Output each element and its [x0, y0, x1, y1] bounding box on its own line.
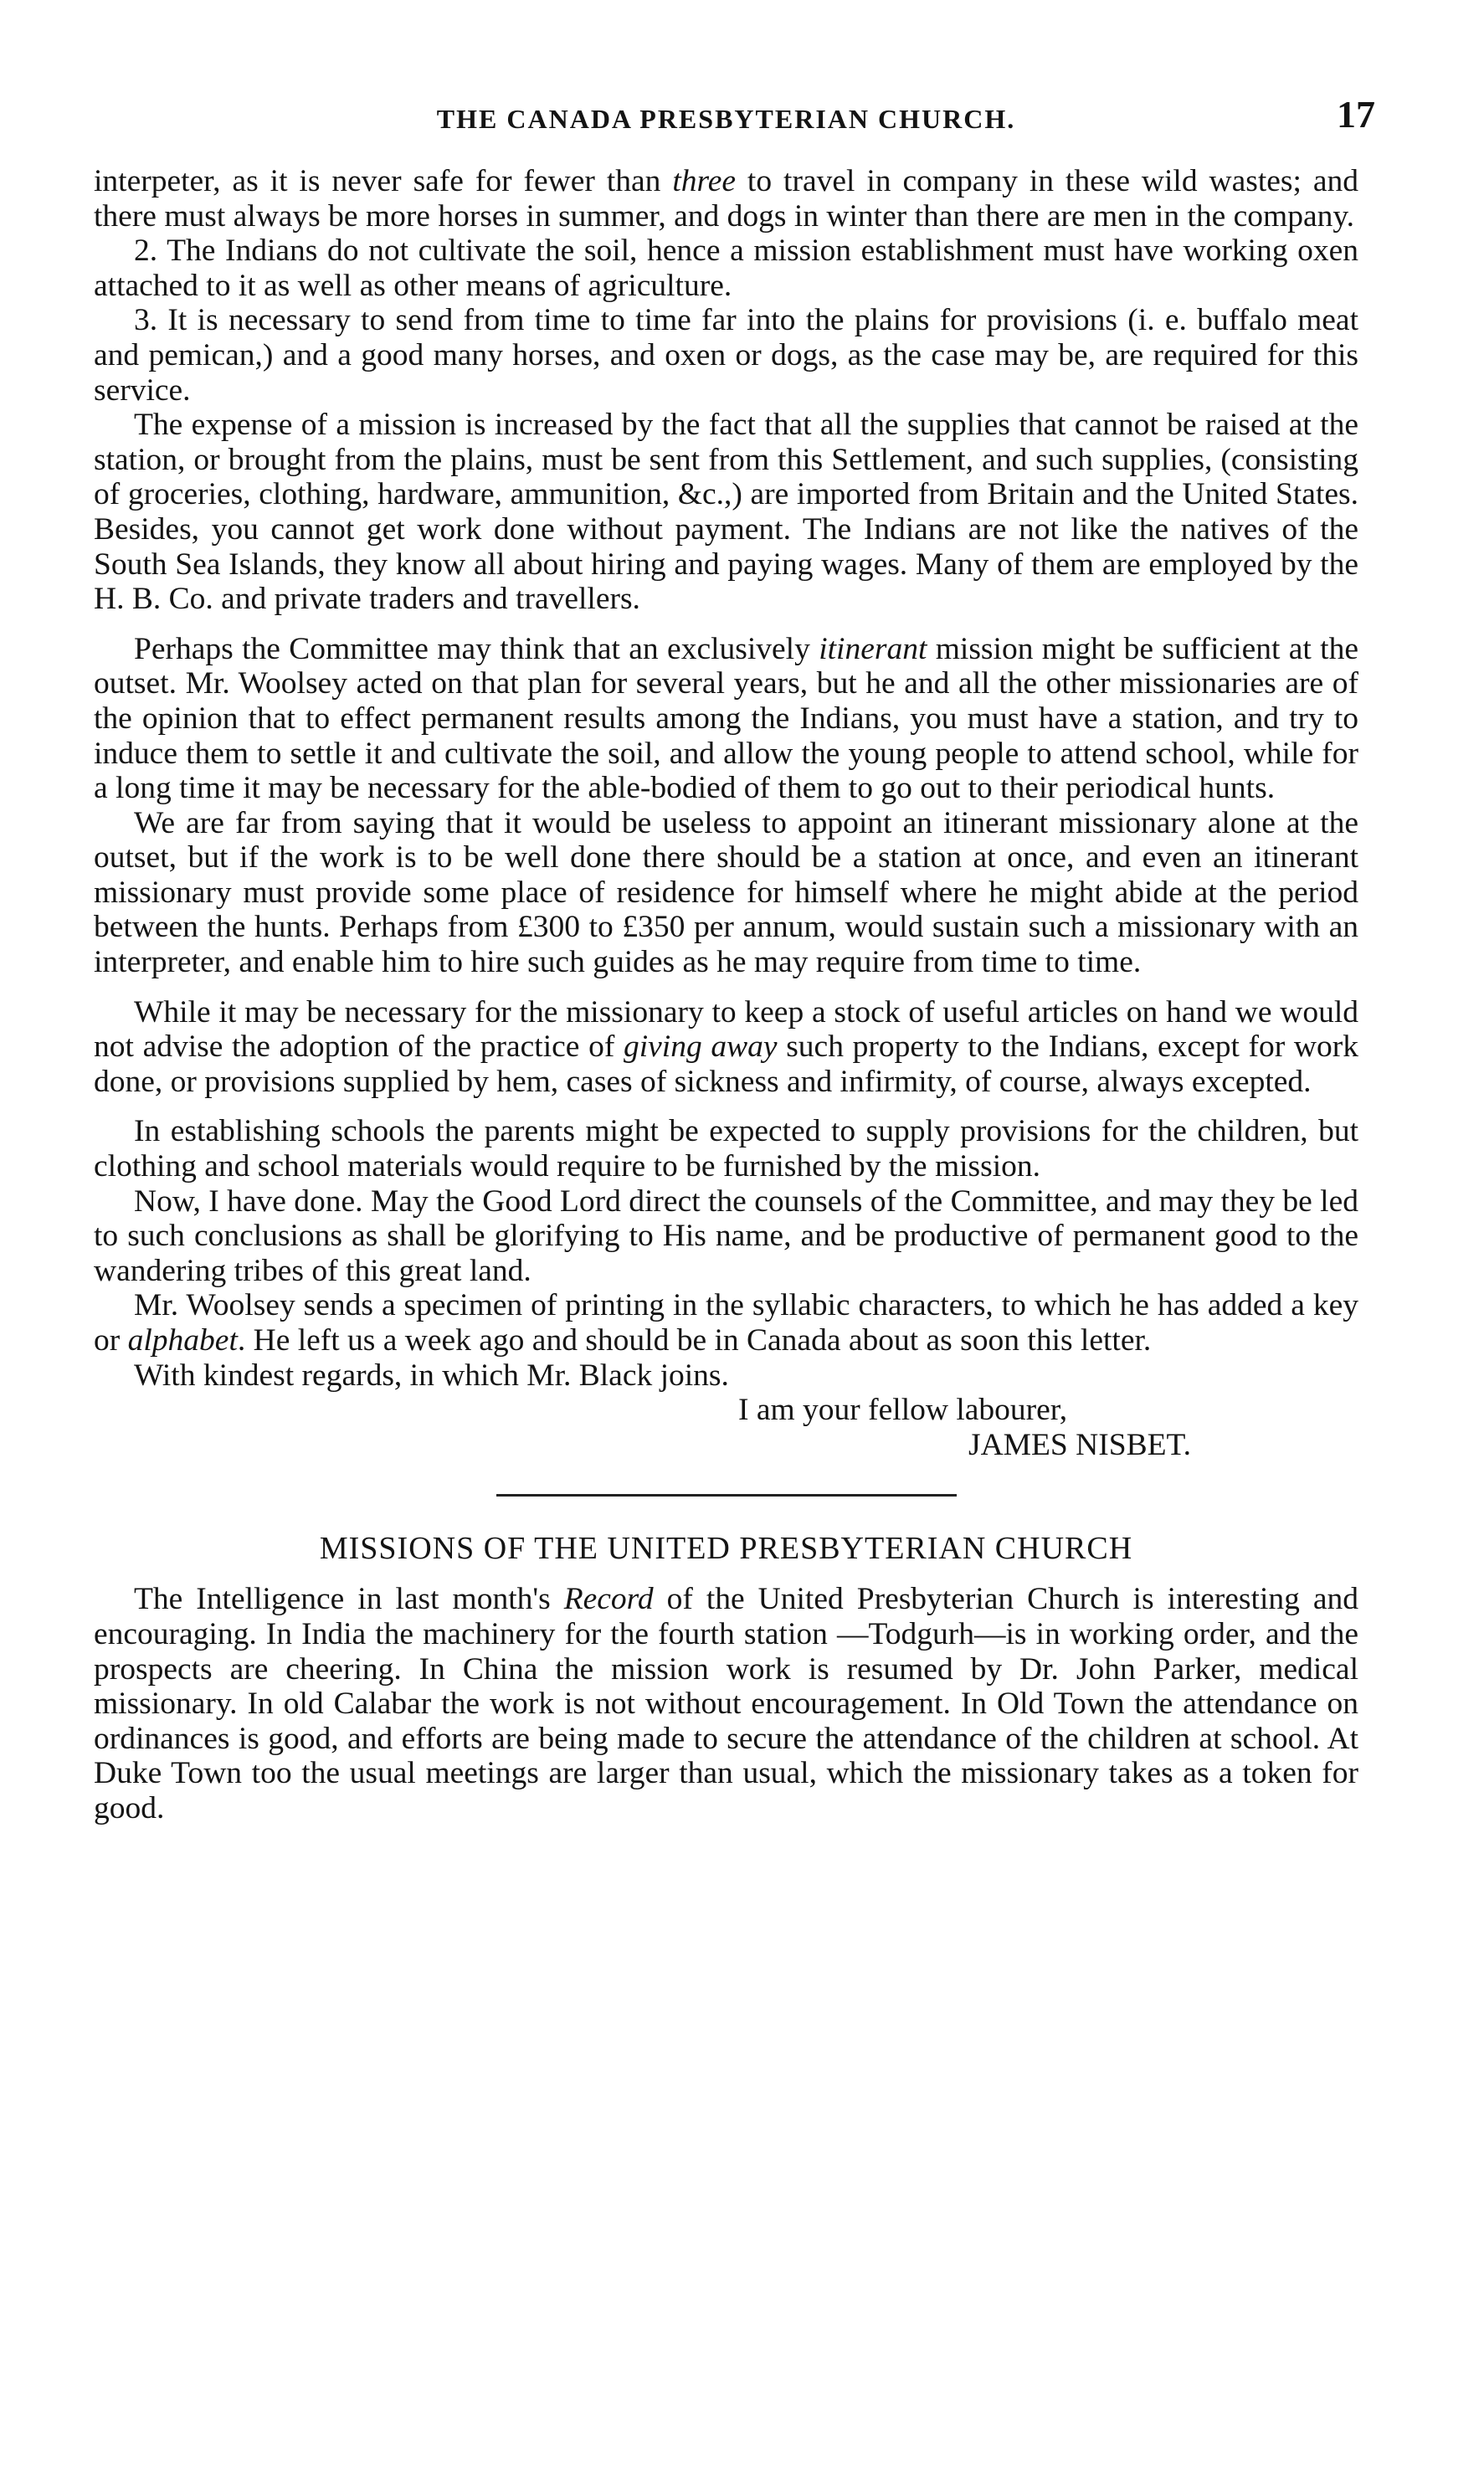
paragraph-continued: interpeter, as it is never safe for fewer than three to travel in company in these wild wastes; and there must always be more horses in summer, and dogs in winter than there are men in the company. [94, 164, 1358, 234]
signature: JAMES NISBET. [968, 1427, 1191, 1462]
running-head [94, 87, 1375, 146]
section-divider [496, 1494, 957, 1497]
paragraph-stock: While it may be necessary for the missionary to keep a stock of useful articles on hand we would not advise the adoption of the practice of giving away such property to the Indians, except for work done, or provisions supplied by hem, cases of sickness and infirmity, of course, always excepted. [94, 994, 1358, 1099]
page-number: 17 [1337, 93, 1375, 136]
closing-line: I am your fellow labourer, [738, 1393, 1068, 1428]
paragraph-itinerant: Perhaps the Committee may think that an exclusively itinerant mission might be sufficient at the outset. Mr. Woolsey acted on that plan for several years, but he and all the other missionaries are of the opinion that to effect permanent results among the Indians, you must have a station, and try to induce them to settle it and cultivate the soil, and allow the young people to attend school, while for a long time it may be necessary for the able-bodied of them to go out to their periodical hunts. [94, 631, 1358, 806]
paragraph-schools: In establishing schools the parents might be expected to supply provisions for the children, but clothing and school materials would require to be furnished by the mission. [94, 1114, 1358, 1184]
section-title: MISSIONS OF THE UNITED PRESBYTERIAN CHURCH [319, 1531, 1133, 1567]
letter-body [94, 164, 1358, 1462]
paragraph-far: We are far from saying that it would be useless to appoint an itinerant missionary alone at the outset, but if the work is to be well done there should be a station at once, and even an itinerant missionary must provide some place of residence for himself where he might abide at the period between the hunts. Perhaps from £300 to £350 per annum, would sustain such a missionary with an interpreter, and enable him to hire such guides as he may require from time to time. [94, 805, 1358, 980]
paragraph-expense: The expense of a mission is increased by the fact that all the supplies that cannot be raised at the station, or brought from the plains, must be sent from this Settlement, and such supplies, (consisting of groceries, clothing, hardware, ammunition, &c.,) are imported from Britain and the United States. Besides, you cannot get work done without payment. The Indians are not like the natives of the South Sea Islands, they know all about hiring and paying wages. Many of them are employed by the H. B. Co. and private traders and travellers. [94, 408, 1358, 617]
paragraph-done: Now, I have done. May the Good Lord direct the counsels of the Committee, and may they be led to such conclusions as shall be glorifying to His name, and be productive of permanent good to the wandering tribes of this great land. [94, 1183, 1358, 1288]
running-head-title: THE CANADA PRESBYTERIAN CHURCH. [436, 104, 1016, 134]
section-body [94, 1582, 1358, 1825]
paragraph-point-2: 2. The Indians do not cultivate the soil, hence a mission establishment must have working oxen attached to it as well as other means of agriculture. [94, 234, 1358, 303]
paragraph-point-3: 3. It is necessary to send from time to time far into the plains for provisions (i. e. buffalo meat and pemican,) and a good many horses, and oxen or dogs, as the case may be, are required for this service. [94, 303, 1358, 408]
paragraph-specimen: Mr. Woolsey sends a specimen of printing in the syllabic characters, to which he has added a key or alphabet. He left us a week ago and should be in Canada about as soon this letter. [94, 1288, 1358, 1358]
regards-line: With kindest regards, in which Mr. Black joins. [134, 1358, 729, 1393]
paragraph-section-intro: The Intelligence in last month's Record of the United Presbyterian Church is interesting and encouraging. In India the machinery for the fourth station —Todgurh—is in working order, and the prospects are cheering. In China the mission work is resumed by Dr. John Parker, medical missionary. In old Calabar the work is not without encouragement. In Old Town the attendance on ordinances is good, and efforts are being made to secure the attendance of the children at school. At Duke Town too the usual meetings are larger than usual, which the missionary takes as a token for good. [94, 1582, 1359, 1825]
